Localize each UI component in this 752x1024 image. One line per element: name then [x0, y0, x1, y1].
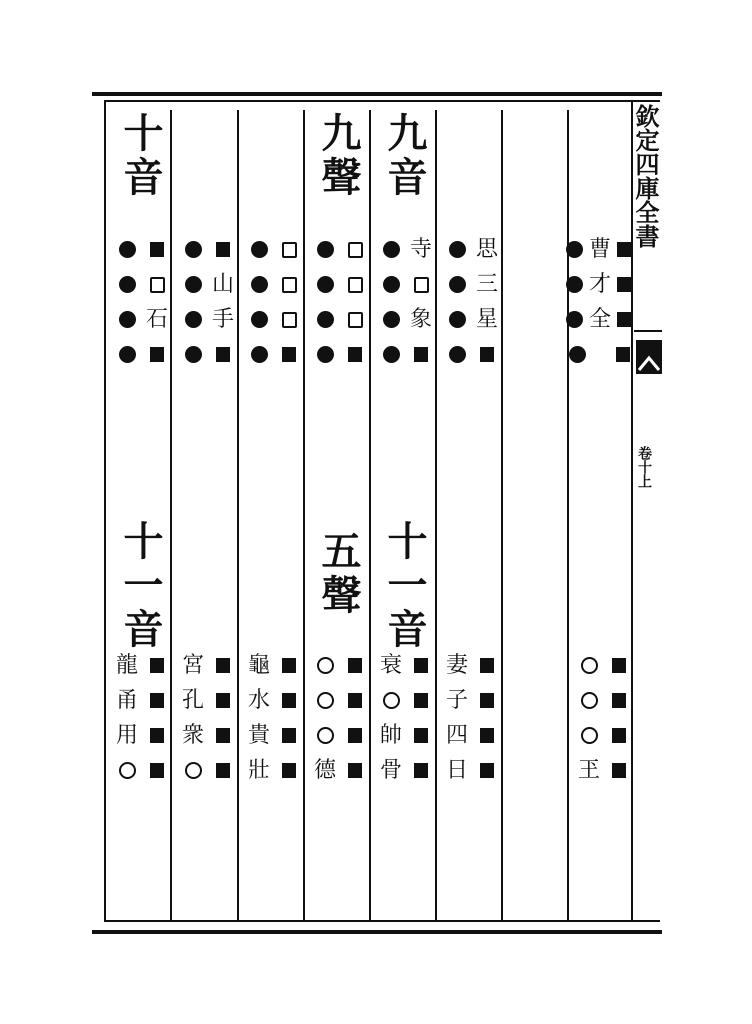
entry-char: 子 [445, 687, 468, 713]
open-circle-mark [317, 692, 334, 709]
bottom-border-thick [92, 930, 662, 934]
entry-char: 水 [247, 687, 270, 713]
entry-char: 三 [475, 271, 498, 297]
open-square-mark [282, 277, 297, 293]
column-7-upper [174, 232, 234, 372]
filled-circle-mark [317, 346, 334, 363]
filled-square-mark [216, 347, 230, 362]
filled-square-mark [216, 693, 230, 708]
filled-circle-mark [449, 241, 466, 258]
filled-square-mark [617, 242, 631, 257]
entry-char: 星 [475, 306, 498, 332]
column-divider [501, 110, 503, 922]
entry-char: 用 [115, 722, 138, 748]
column-3-lower [438, 648, 498, 788]
filled-square-mark [150, 658, 164, 673]
open-circle-mark [383, 692, 400, 709]
filled-square-mark [150, 347, 164, 362]
filled-square-mark [282, 658, 296, 673]
entry-char: 衰 [379, 652, 402, 678]
section-heading: 九音 [381, 112, 428, 200]
column-1-upper [570, 232, 630, 372]
filled-square-mark [480, 347, 494, 362]
filled-circle-mark [383, 241, 400, 258]
entry-char: 思 [475, 236, 498, 262]
entry-char: 骨 [379, 757, 402, 783]
filled-square-mark [348, 693, 362, 708]
top-border-thin [104, 100, 660, 102]
column-5-lower [306, 648, 366, 788]
column-6-lower [240, 648, 300, 788]
filled-circle-mark [119, 241, 136, 258]
filled-circle-mark [449, 346, 466, 363]
book-title: 欽定四庫全書 [631, 104, 660, 248]
filled-circle-mark [119, 346, 136, 363]
filled-square-mark [612, 658, 626, 673]
column-4-lower [372, 648, 432, 788]
filled-square-mark [480, 728, 494, 743]
column-6-upper [240, 232, 300, 372]
filled-circle-mark [185, 311, 202, 328]
open-square-mark [150, 277, 165, 293]
entry-char: 山 [211, 271, 234, 297]
filled-circle-mark [383, 276, 400, 293]
entry-char: 手 [211, 306, 234, 332]
filled-circle-mark [317, 276, 334, 293]
filled-square-mark [216, 658, 230, 673]
filled-circle-mark [119, 311, 136, 328]
filled-square-mark [414, 763, 428, 778]
filled-circle-mark [185, 276, 202, 293]
open-square-mark [348, 277, 363, 293]
volume-label: 卷十上 [636, 446, 652, 488]
open-square-mark [414, 277, 429, 293]
entry-char: 曹 [588, 236, 611, 262]
open-circle-mark [581, 727, 598, 744]
open-circle-mark [317, 657, 334, 674]
filled-circle-mark [119, 276, 136, 293]
filled-circle-mark [566, 311, 583, 328]
open-square-mark [282, 312, 297, 328]
filled-square-mark [150, 242, 164, 257]
entry-char: 寺 [409, 236, 432, 262]
filled-circle-mark [185, 346, 202, 363]
filled-square-mark [216, 242, 230, 257]
column-divider [170, 110, 172, 922]
entry-char: 四 [445, 722, 468, 748]
entry-char: 衆 [181, 722, 204, 748]
column-8-upper [108, 232, 168, 372]
column-5-upper [306, 232, 366, 372]
entry-char: 石 [145, 306, 168, 332]
column-7-lower [174, 648, 234, 788]
entry-char: 宮 [181, 652, 204, 678]
filled-square-mark [617, 277, 631, 292]
top-border-thick [92, 92, 662, 96]
filled-circle-mark [566, 276, 583, 293]
filled-square-mark [282, 693, 296, 708]
entry-char: 日 [445, 757, 468, 783]
open-circle-mark [317, 727, 334, 744]
column-4-upper [372, 232, 432, 372]
filled-square-mark [282, 347, 296, 362]
filled-square-mark [612, 763, 626, 778]
entry-char: 甬 [115, 687, 138, 713]
filled-square-mark [216, 763, 230, 778]
entry-char: 壯 [247, 757, 270, 783]
open-square-mark [348, 312, 363, 328]
filled-square-mark [348, 347, 362, 362]
section-heading: 九聲 [315, 112, 362, 200]
filled-square-mark [480, 693, 494, 708]
filled-circle-mark [383, 311, 400, 328]
filled-circle-mark [383, 346, 400, 363]
open-circle-mark [581, 692, 598, 709]
filled-circle-mark [251, 346, 268, 363]
filled-square-mark [414, 728, 428, 743]
side-rule [634, 330, 662, 332]
filled-square-mark [616, 347, 630, 362]
bottom-border-thin [104, 920, 660, 922]
filled-square-mark [348, 763, 362, 778]
entry-char: 象 [409, 306, 432, 332]
open-square-mark [348, 242, 363, 258]
entry-char: 德 [313, 757, 336, 783]
filled-square-mark [617, 312, 631, 327]
entry [569, 267, 631, 302]
entry-char: 孔 [181, 687, 204, 713]
entry-char: 全 [588, 306, 611, 332]
section-heading: 十一音 [117, 520, 164, 652]
filled-square-mark [282, 763, 296, 778]
entry-char: 龍 [115, 652, 138, 678]
filled-square-mark [480, 763, 494, 778]
filled-square-mark [348, 728, 362, 743]
entry-char: 妻 [445, 652, 468, 678]
entry-char: 玊 [577, 757, 600, 783]
filled-square-mark [414, 693, 428, 708]
section-heading: 五聲 [315, 530, 362, 618]
filled-square-mark [612, 693, 626, 708]
open-circle-mark [581, 657, 598, 674]
entry [569, 232, 631, 267]
left-border [104, 100, 106, 922]
filled-circle-mark [317, 241, 334, 258]
filled-square-mark [612, 728, 626, 743]
entry-char [592, 341, 609, 369]
filled-circle-mark [449, 311, 466, 328]
entry [569, 302, 631, 337]
entry-char: 貴 [247, 722, 270, 748]
open-square-mark [282, 242, 297, 258]
filled-circle-mark [449, 276, 466, 293]
section-heading: 十一音 [381, 520, 428, 652]
filled-circle-mark [251, 276, 268, 293]
filled-circle-mark [317, 311, 334, 328]
filled-square-mark [282, 728, 296, 743]
column-1-lower [570, 648, 630, 788]
filled-square-mark [216, 728, 230, 743]
filled-square-mark [150, 728, 164, 743]
fish-tail-mark-icon [636, 340, 662, 374]
filled-circle-mark [569, 346, 586, 363]
filled-square-mark [414, 658, 428, 673]
entry-char: 才 [588, 271, 611, 297]
open-circle-mark [185, 762, 202, 779]
open-circle-mark [119, 762, 136, 779]
filled-square-mark [150, 693, 164, 708]
column-8-lower [108, 648, 168, 788]
filled-square-mark [480, 658, 494, 673]
filled-circle-mark [251, 311, 268, 328]
filled-circle-mark [566, 241, 583, 258]
filled-circle-mark [251, 241, 268, 258]
filled-square-mark [348, 658, 362, 673]
entry-char: 帥 [379, 722, 402, 748]
section-heading: 十音 [117, 112, 164, 200]
entry-char: 龜 [247, 652, 270, 678]
filled-circle-mark [185, 241, 202, 258]
column-3-upper [438, 232, 498, 372]
filled-square-mark [414, 347, 428, 362]
filled-square-mark [150, 763, 164, 778]
entry [569, 337, 631, 372]
